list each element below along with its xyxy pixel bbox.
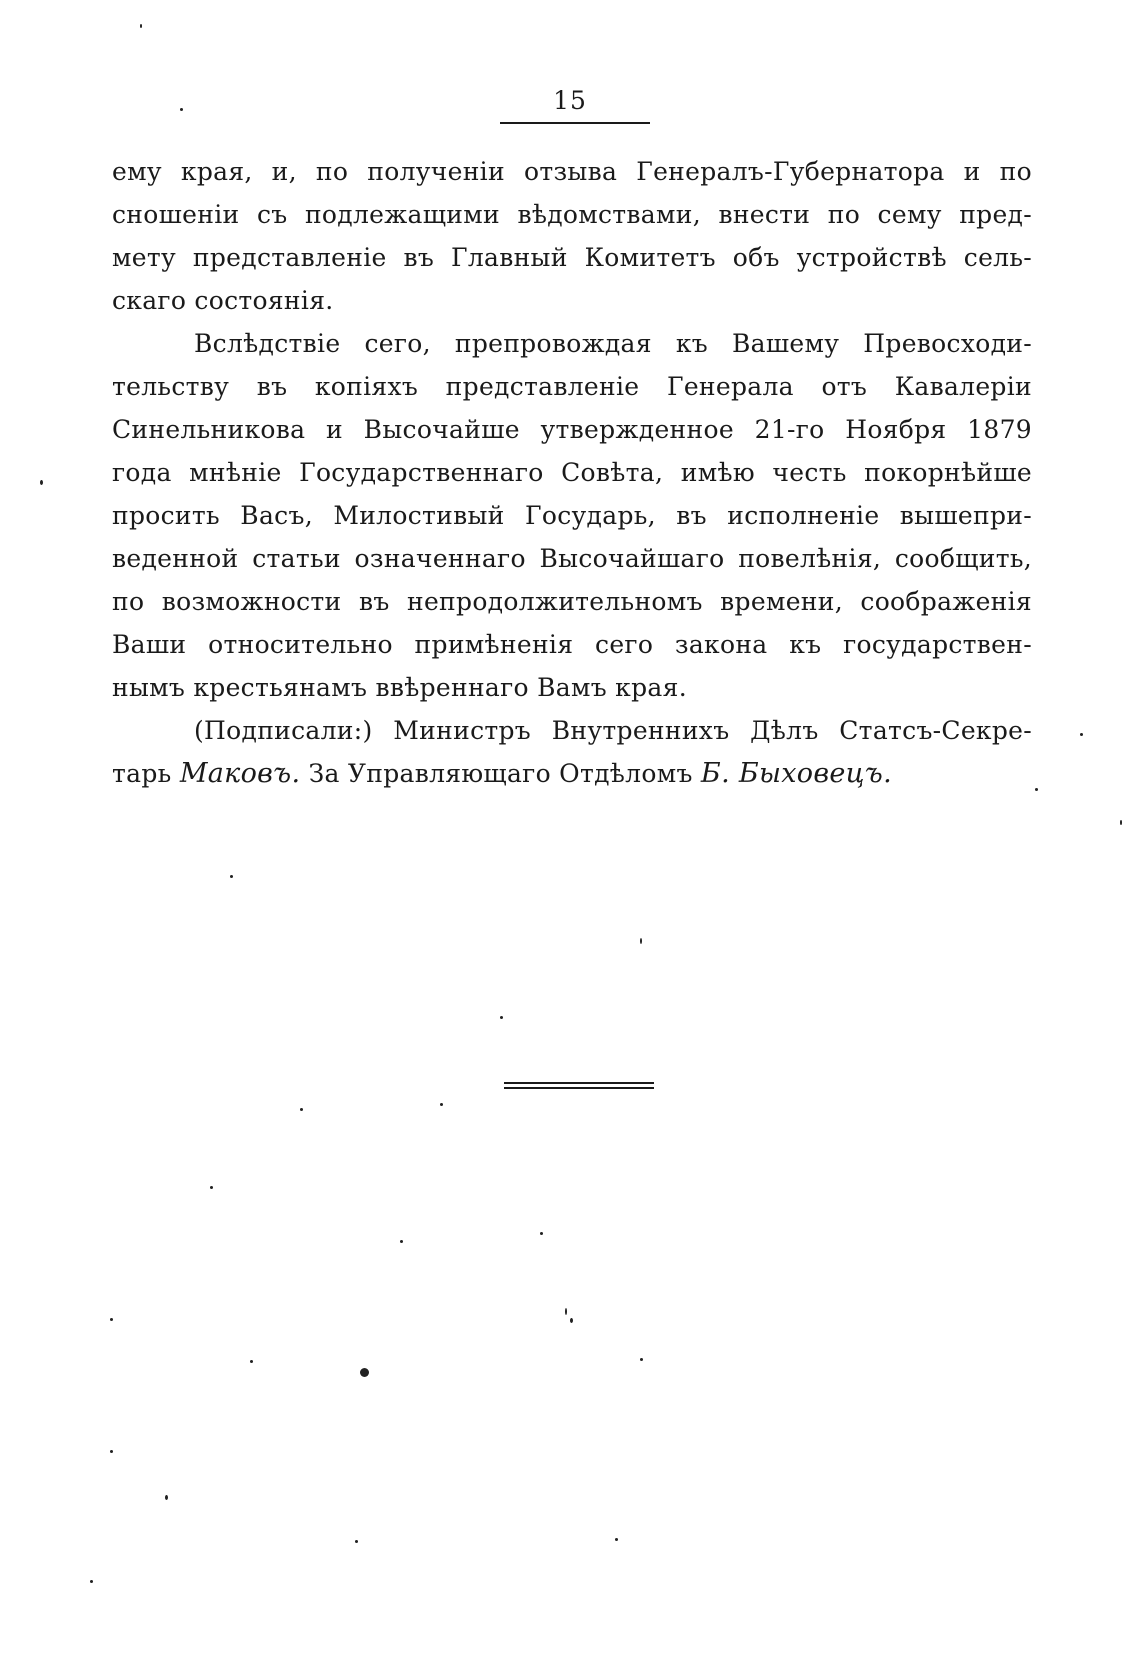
paragraph-2 <box>112 322 1032 709</box>
scan-speck <box>360 1368 369 1377</box>
page-number: 15 <box>553 86 587 115</box>
scan-speck <box>565 1308 567 1315</box>
scan-speck <box>110 1450 113 1453</box>
text-line: сношеніи съ подлежащими вѣдомствами, внести по сему пред- <box>112 200 1032 229</box>
scan-speck <box>90 1580 93 1583</box>
scan-speck <box>250 1360 253 1363</box>
signature-line-2 <box>112 752 1032 795</box>
scan-speck <box>500 1016 503 1019</box>
text-line: Синельникова и Высочайше утвержденное 21-го Ноября 1879 <box>112 415 1032 444</box>
signature-line-1: (Подписали:) Министръ Внутреннихъ Дѣлъ Статсъ-Секре- <box>194 716 1032 745</box>
text-line: скаго состоянія. <box>112 286 334 315</box>
signature-middle: За Управляющаго Отдѣломъ <box>308 759 693 788</box>
scan-speck <box>230 875 233 878</box>
signature-prefix: тарь <box>112 759 172 788</box>
manager-name: Б. Быховецъ. <box>700 758 892 789</box>
text-line: нымъ крестьянамъ ввѣреннаго Вамъ края. <box>112 673 687 702</box>
header-rule <box>500 122 650 124</box>
minister-name: Маковъ. <box>179 758 301 789</box>
paragraph-1 <box>112 150 1032 322</box>
signature-block <box>112 709 1032 795</box>
scan-speck <box>355 1540 358 1543</box>
scan-speck <box>40 480 43 485</box>
text-line: по возможности въ непродолжительномъ времени, соображенія <box>112 587 1032 616</box>
text-line: ему края, и, по полученіи отзыва Генералъ-Губернатора и по <box>112 157 1032 186</box>
scan-speck <box>1080 733 1083 736</box>
scan-speck <box>180 108 183 111</box>
text-line: просить Васъ, Милостивый Государь, въ исполненіе вышепри- <box>112 501 1032 530</box>
scan-speck <box>640 1358 643 1361</box>
scan-speck <box>1035 788 1038 791</box>
scan-speck <box>210 1186 213 1189</box>
scan-speck <box>300 1108 303 1111</box>
text-line: года мнѣніе Государственнаго Совѣта, имѣю честь покорнѣйше <box>112 458 1032 487</box>
scan-speck <box>440 1103 443 1106</box>
text-line: веденной статьи означеннаго Высочайшаго повелѣнія, сообщить, <box>112 544 1032 573</box>
text-line: Ваши относительно примѣненія сего закона къ государствен- <box>112 630 1032 659</box>
text-line: Вслѣдствіе сего, препровождая къ Вашему Превосходи- <box>194 329 1032 358</box>
scan-speck <box>110 1318 113 1321</box>
scan-speck <box>140 24 142 28</box>
text-line: тельству въ копіяхъ представленіе Генерала отъ Кавалеріи <box>112 372 1032 401</box>
text-line: мету представленіе въ Главный Комитетъ объ устройствѣ сель- <box>112 243 1032 272</box>
scan-speck <box>1120 820 1122 825</box>
footer-double-rule <box>504 1082 654 1089</box>
body-text <box>112 150 1032 795</box>
scan-speck <box>615 1538 618 1541</box>
scan-speck <box>640 938 642 944</box>
scan-speck <box>165 1495 168 1500</box>
scan-speck <box>570 1318 573 1323</box>
scan-speck <box>540 1232 543 1235</box>
scan-speck <box>400 1240 403 1243</box>
